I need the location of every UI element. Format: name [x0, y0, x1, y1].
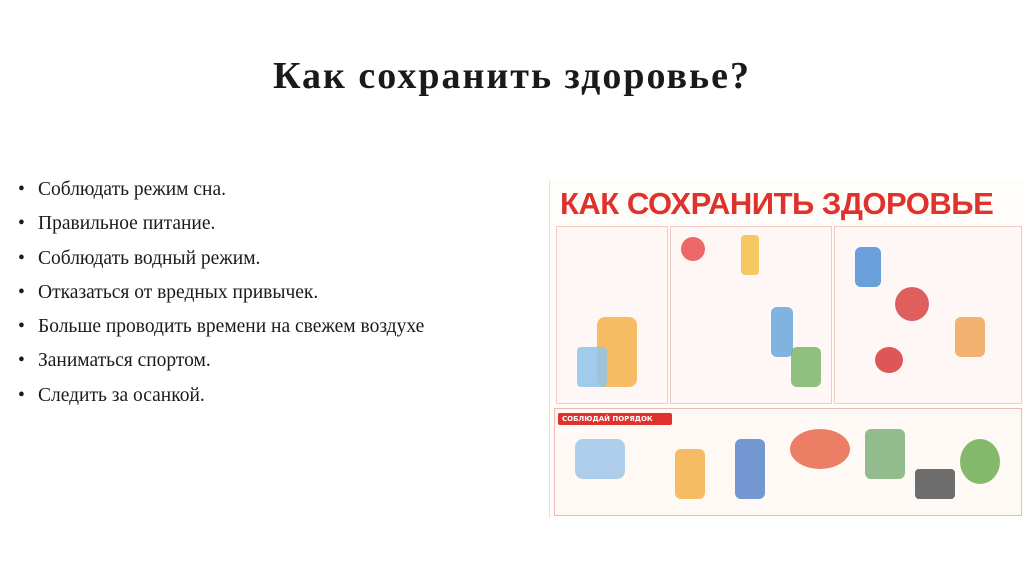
- list-item: [18, 180, 558, 200]
- food-illustration: [790, 429, 850, 469]
- child-walking-illustration: [735, 439, 765, 499]
- mouth-illustration: [681, 237, 705, 261]
- bullet-dot: •: [18, 281, 25, 303]
- list-item-text: Соблюдать режим сна.: [38, 179, 227, 200]
- list-item-text: Отказаться от вредных привычек.: [38, 281, 319, 303]
- poster-panel-water: [556, 226, 668, 404]
- heart-illustration: [875, 347, 903, 373]
- list-item-text: Следить за осанкой.: [38, 384, 205, 406]
- chess-illustration: [915, 469, 955, 499]
- bed-illustration: [575, 439, 625, 479]
- poster-panel-sport: [834, 226, 1022, 404]
- list-item: [18, 317, 558, 337]
- poster-banner: СОБЛЮДАЙ ПОРЯДОК ДНЯ!: [558, 413, 672, 425]
- poster-panel-hygiene: [670, 226, 832, 404]
- child-exercise-illustration: [675, 449, 705, 499]
- child-illustration: [771, 307, 793, 357]
- list-item-text: Заниматься спортом.: [38, 350, 211, 372]
- bullet-list: [18, 180, 558, 420]
- list-item: [18, 386, 558, 406]
- list-item: [18, 351, 558, 371]
- list-item: [18, 283, 558, 303]
- list-item-text: Правильное питание.: [38, 213, 216, 235]
- child-at-computer-illustration: [791, 347, 821, 387]
- sink-illustration: [577, 347, 607, 387]
- list-item: [18, 214, 558, 234]
- bullet-dot: •: [18, 316, 25, 338]
- child-sport-illustration: [955, 317, 985, 357]
- toothpaste-illustration: [741, 235, 759, 275]
- list-item: [18, 249, 558, 269]
- bullet-dot: •: [18, 213, 25, 235]
- child-studying-illustration: [865, 429, 905, 479]
- list-item-text: Соблюдать водный режим.: [38, 247, 261, 269]
- health-poster-image: [549, 180, 1024, 518]
- bullet-dot: •: [18, 350, 25, 372]
- bullet-dot: •: [18, 384, 25, 406]
- bicycle-illustration: [895, 287, 929, 321]
- page-title: Как сохранить здоровье?: [272, 55, 752, 97]
- bullet-dot: •: [18, 247, 25, 269]
- list-item-text: Больше проводить времени на свежем воздухе: [38, 316, 425, 338]
- bullet-dot: •: [18, 179, 25, 200]
- child-running-illustration: [855, 247, 881, 287]
- tree-illustration: [960, 439, 1000, 484]
- poster-title: КАК СОХРАНИТЬ ЗДОРОВЬЕ: [560, 186, 994, 221]
